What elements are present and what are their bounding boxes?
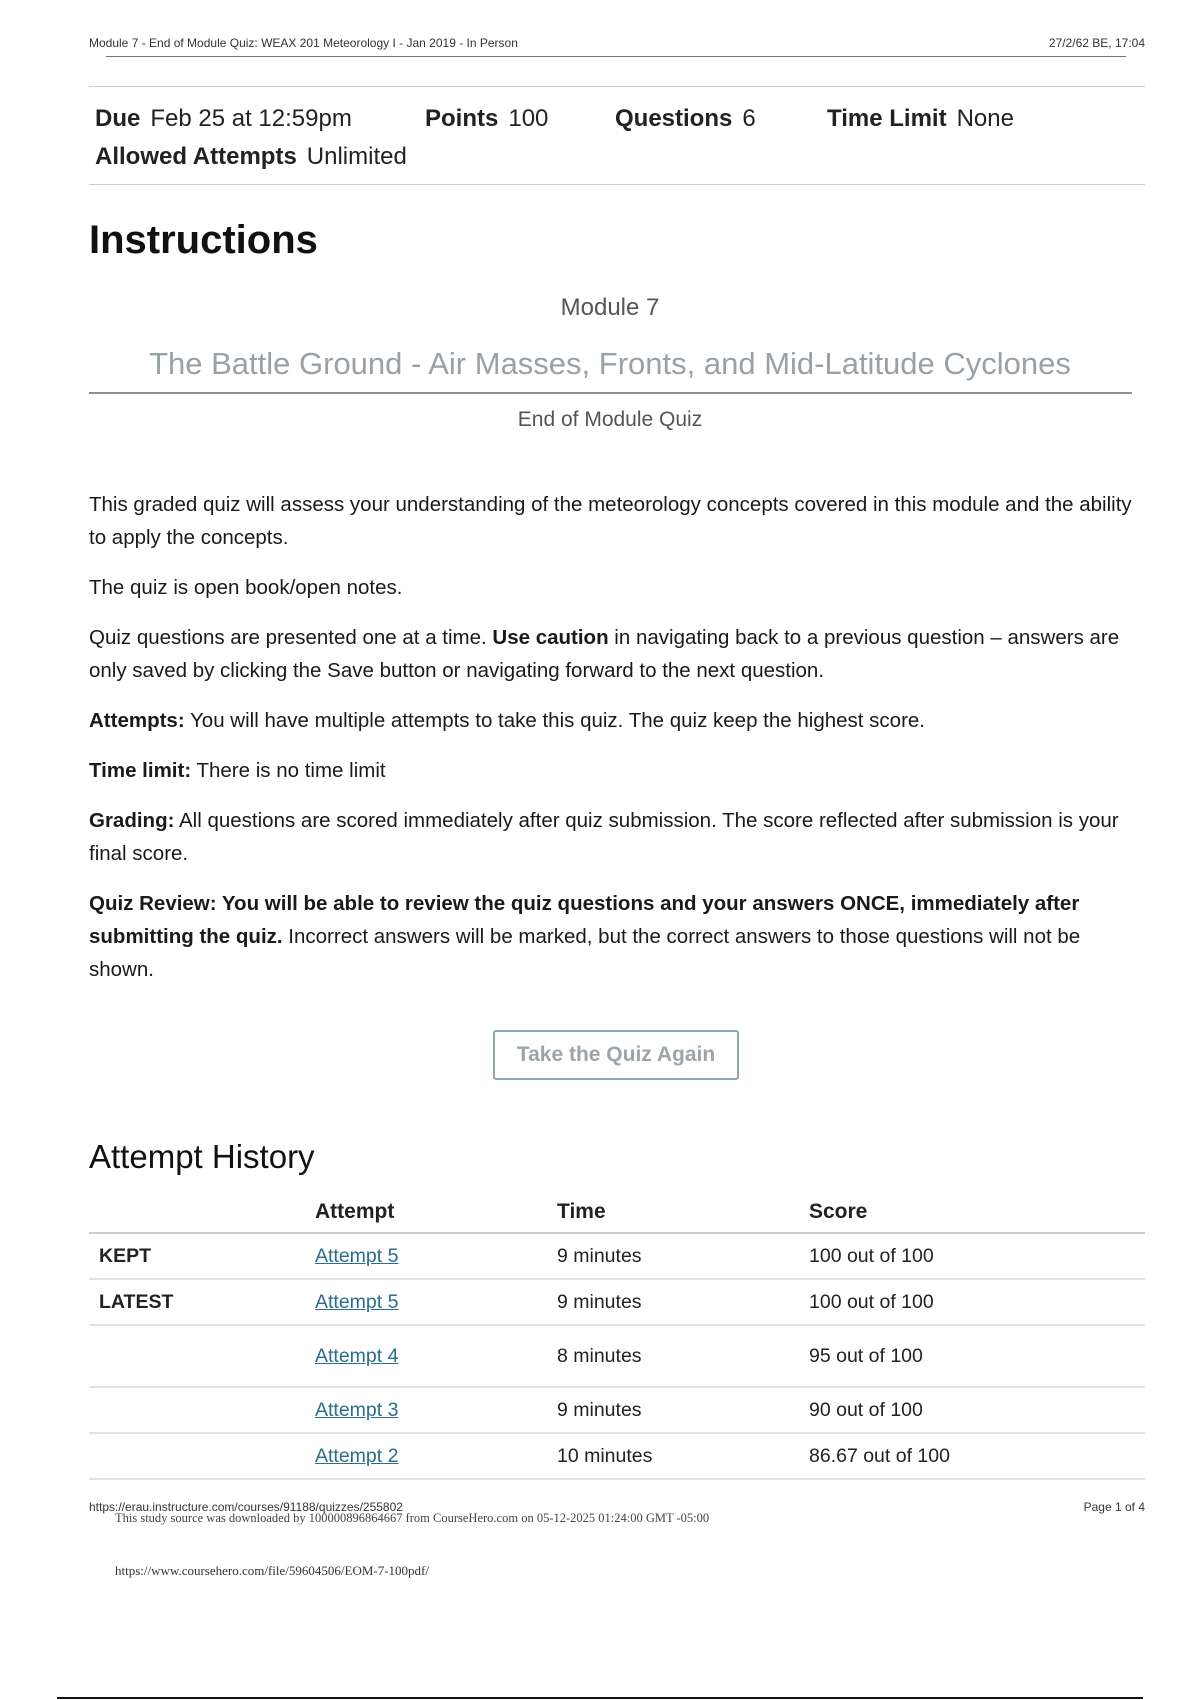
attempt-time: 10 minutes	[557, 1433, 809, 1479]
column-header-tag	[89, 1192, 315, 1233]
attempt-score: 90 out of 100	[809, 1387, 1145, 1433]
table-row	[89, 1387, 1145, 1433]
page-bottom-divider	[57, 1697, 1143, 1699]
time-limit-value: None	[956, 105, 1014, 132]
page-number: Page 1 of 4	[1083, 1500, 1145, 1514]
quiz-subtitle: End of Module Quiz	[517, 408, 703, 431]
take-quiz-again-button[interactable]: Take the Quiz Again	[493, 1030, 739, 1080]
attempt-score: 86.67 out of 100	[809, 1433, 1145, 1479]
attempt-link[interactable]: Attempt 3	[315, 1398, 399, 1421]
print-header-timestamp: 27/2/62 BE, 17:04	[1048, 36, 1145, 50]
due-label: Due	[95, 105, 141, 132]
attempt-link[interactable]: Attempt 2	[315, 1444, 399, 1467]
meta-top-divider	[89, 86, 1145, 87]
due-item	[95, 100, 425, 138]
column-header-time: Time	[557, 1192, 809, 1233]
time-limit-item	[827, 100, 1014, 138]
questions-value: 6	[742, 105, 756, 132]
time-limit-paragraph: Time limit: There is no time limit	[89, 759, 386, 782]
points-value: 100	[508, 105, 549, 132]
module-label: Module 7	[560, 294, 660, 321]
navigation-paragraph: Quiz questions are presented one at a time. Use caution in navigating back to a previous question – answers are only saved by clicking the Save button or navigating forward to the next question.	[89, 626, 1120, 682]
module-title-divider	[89, 392, 1132, 394]
attempt-time: 9 minutes	[557, 1233, 809, 1279]
allowed-attempts-label: Allowed Attempts	[95, 143, 297, 170]
attempt-tag	[89, 1325, 315, 1387]
quiz-meta	[95, 100, 1135, 176]
points-item	[425, 100, 615, 138]
questions-label: Questions	[615, 105, 733, 132]
column-header-score: Score	[809, 1192, 1145, 1233]
instructions-heading: Instructions	[89, 218, 318, 262]
attempt-score: 100 out of 100	[809, 1233, 1145, 1279]
attempt-time: 8 minutes	[557, 1325, 809, 1387]
meta-bottom-divider	[89, 184, 1145, 185]
column-header-attempt: Attempt	[315, 1192, 557, 1233]
review-paragraph: Quiz Review: You will be able to review the quiz questions and your answers ONCE, immediately after submitting the quiz. Incorrect answers will be marked, but the correct answers to those questions will not be shown.	[89, 892, 1081, 981]
attempt-history-table	[89, 1192, 1145, 1480]
points-label: Points	[425, 105, 499, 132]
attempt-tag	[89, 1387, 315, 1433]
attempt-time: 9 minutes	[557, 1279, 809, 1325]
attempt-link[interactable]: Attempt 5	[315, 1244, 399, 1267]
attempt-history-heading: Attempt History	[89, 1138, 315, 1175]
intro-paragraph: This graded quiz will assess your understanding of the meteorology concepts covered in this module and the ability to apply the concepts.	[89, 493, 1132, 549]
attempt-score: 100 out of 100	[809, 1279, 1145, 1325]
table-row	[89, 1233, 1145, 1279]
due-value: Feb 25 at 12:59pm	[150, 105, 352, 132]
attempt-time: 9 minutes	[557, 1387, 809, 1433]
print-header-divider	[106, 56, 1126, 57]
attempt-score: 95 out of 100	[809, 1325, 1145, 1387]
source-url[interactable]: https://www.coursehero.com/file/59604506/EOM-7-100pdf/	[115, 1563, 429, 1578]
allowed-attempts-value: Unlimited	[306, 143, 407, 170]
print-header	[89, 36, 1145, 50]
attempt-tag	[89, 1433, 315, 1479]
open-book-paragraph: The quiz is open book/open notes.	[89, 576, 403, 599]
table-row	[89, 1433, 1145, 1479]
questions-item	[615, 100, 827, 138]
print-header-title: Module 7 - End of Module Quiz: WEAX 201 Meteorology I - Jan 2019 - In Person	[89, 36, 518, 50]
allowed-attempts-item	[95, 138, 407, 176]
instructions-body	[89, 488, 1139, 1003]
attempt-link[interactable]: Attempt 4	[315, 1344, 399, 1367]
attempt-tag: KEPT	[89, 1233, 315, 1279]
attempt-tag: LATEST	[89, 1279, 315, 1325]
download-notice: This study source was downloaded by 100000896864667 from CourseHero.com on 05-12-2025 01:24:00 GMT -05:00	[115, 1511, 710, 1525]
table-row	[89, 1279, 1145, 1325]
page-url[interactable]: https://erau.instructure.com/courses/91188/quizzes/255802	[89, 1500, 403, 1514]
table-row	[89, 1325, 1145, 1387]
module-title: The Battle Ground - Air Masses, Fronts, and Mid-Latitude Cyclones	[149, 346, 1071, 381]
attempts-paragraph: Attempts: You will have multiple attempts to take this quiz. The quiz keep the highest score.	[89, 709, 925, 732]
table-header-row	[89, 1192, 1145, 1233]
time-limit-label: Time Limit	[827, 105, 947, 132]
attempt-link[interactable]: Attempt 5	[315, 1290, 399, 1313]
grading-paragraph: Grading: All questions are scored immediately after quiz submission. The score reflected after submission is your final score.	[89, 809, 1119, 865]
